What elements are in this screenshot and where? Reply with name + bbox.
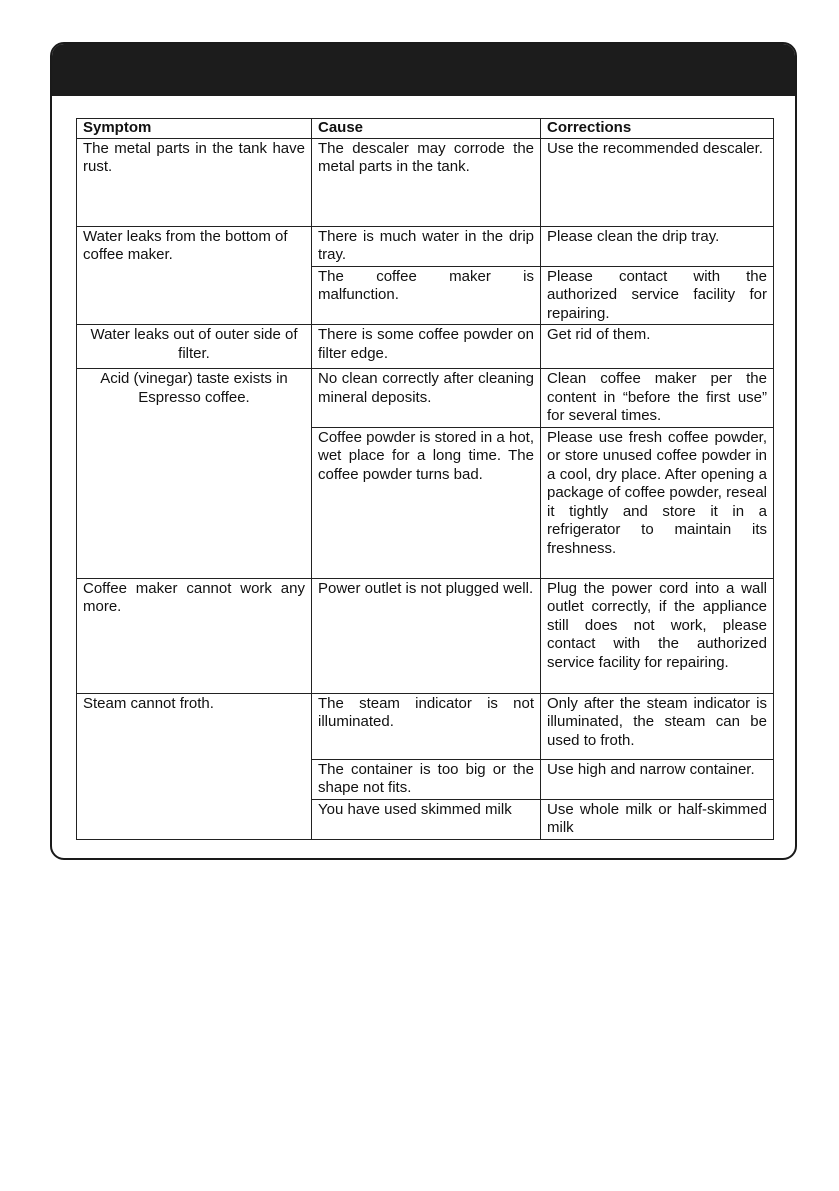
cause-cell: There is some coffee powder on filter edge. xyxy=(312,325,541,369)
cause-cell: The descaler may corrode the metal parts in the tank. xyxy=(312,138,541,226)
table-row xyxy=(77,138,774,226)
cause-cell: Coffee powder is stored in a hot, wet place for a long time. The coffee powder turns bad. xyxy=(312,427,541,578)
cause-cell: There is much water in the drip tray. xyxy=(312,226,541,266)
table-row xyxy=(77,693,774,759)
correction-cell: Clean coffee maker per the content in “before the first use” for several times. xyxy=(541,369,774,428)
correction-cell: Get rid of them. xyxy=(541,325,774,369)
symptom-cell: Coffee maker cannot work any more. xyxy=(77,578,312,693)
correction-cell: Please use fresh coffee powder, or store unused coffee powder in a cool, dry place. After opening a package of coffee powder, reseal it tightly and store it in a refrigerator to maintain its freshness. xyxy=(541,427,774,578)
correction-cell: Please clean the drip tray. xyxy=(541,226,774,266)
cause-cell: The coffee maker is malfunction. xyxy=(312,266,541,325)
cause-cell: Power outlet is not plugged well. xyxy=(312,578,541,693)
symptom-cell: Water leaks out of outer side of filter. xyxy=(77,325,312,369)
symptom-cell: Water leaks from the bottom of coffee maker. xyxy=(77,226,312,325)
table-row xyxy=(77,578,774,693)
header-bar xyxy=(52,44,795,96)
correction-cell: Use high and narrow container. xyxy=(541,759,774,799)
header-corrections: Corrections xyxy=(541,119,774,139)
table-row xyxy=(77,325,774,369)
table-header-row xyxy=(77,119,774,139)
correction-cell: Please contact with the authorized service facility for repairing. xyxy=(541,266,774,325)
cause-cell: You have used skimmed milk xyxy=(312,799,541,839)
cause-cell: The container is too big or the shape not fits. xyxy=(312,759,541,799)
cause-cell: The steam indicator is not illuminated. xyxy=(312,693,541,759)
table-row xyxy=(77,369,774,428)
correction-cell: Plug the power cord into a wall outlet correctly, if the appliance still does not work, please contact with the authorized service facility for repairing. xyxy=(541,578,774,693)
symptom-cell: Acid (vinegar) taste exists in Espresso coffee. xyxy=(77,369,312,579)
symptom-cell: Steam cannot froth. xyxy=(77,693,312,839)
table-row xyxy=(77,226,774,266)
header-cause: Cause xyxy=(312,119,541,139)
troubleshooting-table xyxy=(76,118,774,840)
correction-cell: Use whole milk or half-skimmed milk xyxy=(541,799,774,839)
correction-cell: Use the recommended descaler. xyxy=(541,138,774,226)
header-symptom: Symptom xyxy=(77,119,312,139)
cause-cell: No clean correctly after cleaning mineral deposits. xyxy=(312,369,541,428)
correction-cell: Only after the steam indicator is illuminated, the steam can be used to froth. xyxy=(541,693,774,759)
symptom-cell: The metal parts in the tank have rust. xyxy=(77,138,312,226)
